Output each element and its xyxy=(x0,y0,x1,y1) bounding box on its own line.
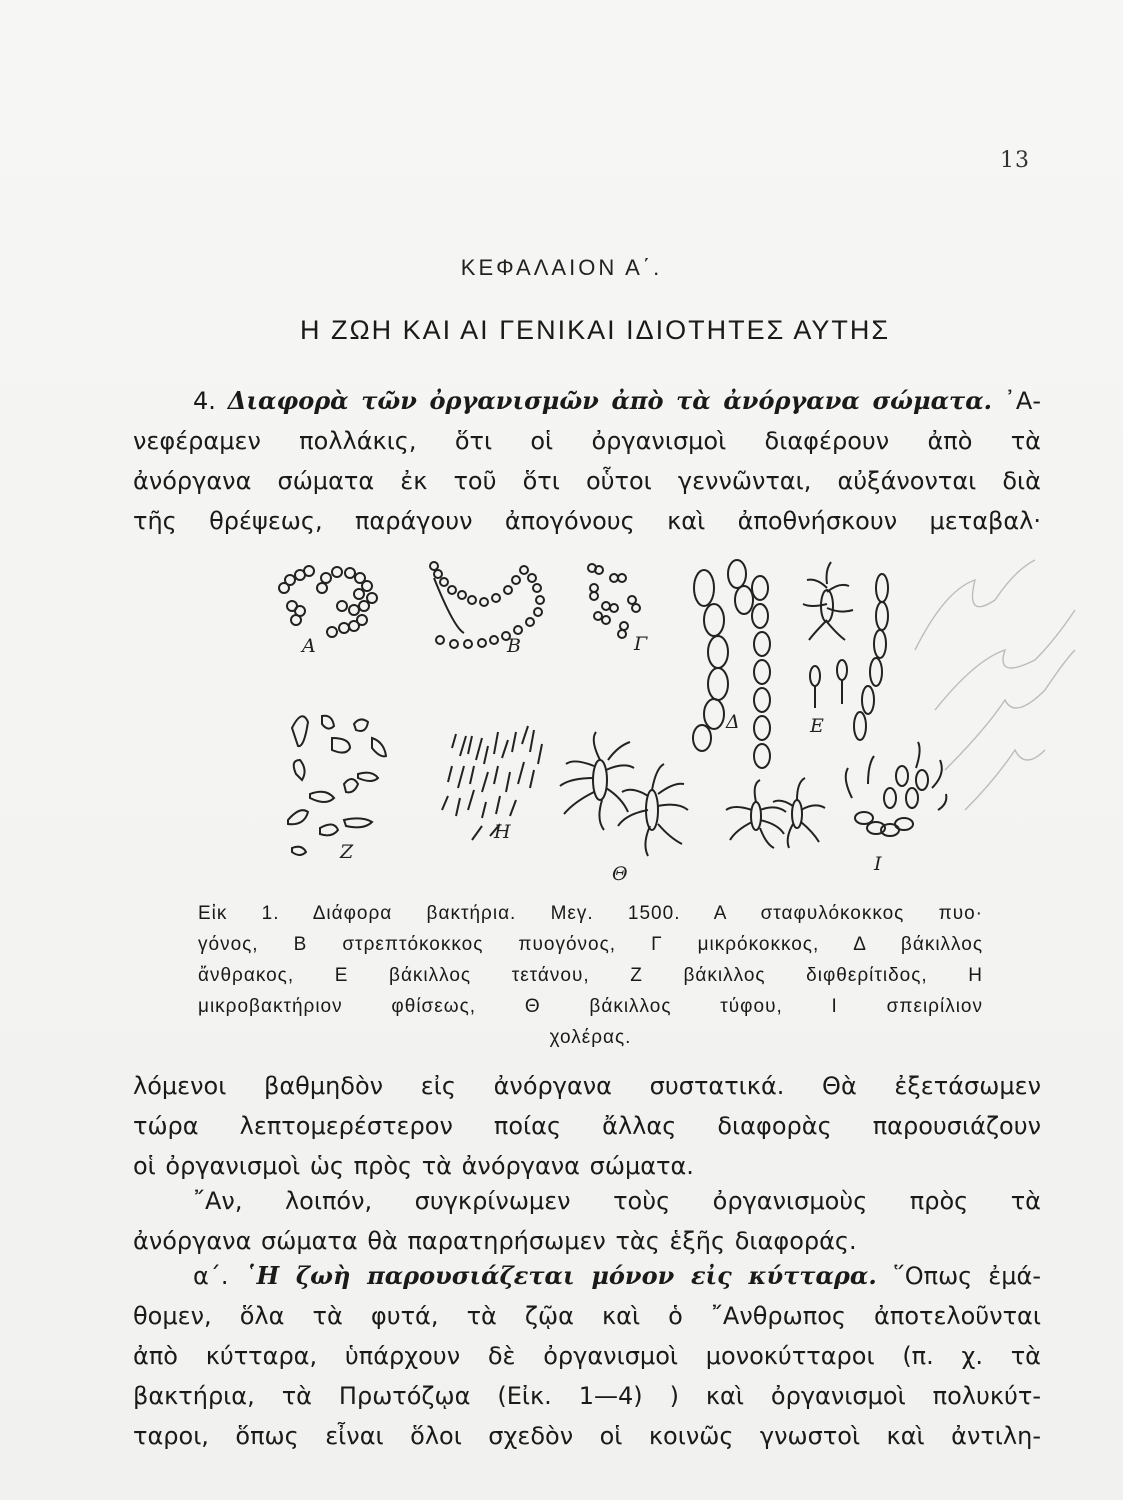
figure-label-z: Ζ xyxy=(340,841,354,863)
figure-label-g: Γ xyxy=(634,633,648,655)
anthrax-bacillus-drawing xyxy=(693,560,770,768)
paragraph-line xyxy=(133,381,1041,421)
section-number: 4. xyxy=(193,387,216,415)
staphylococcus-drawing xyxy=(279,566,377,637)
bacteria-figure xyxy=(262,548,1002,888)
figure-label-d: Δ xyxy=(726,711,740,733)
tetanus-bacillus-drawing xyxy=(803,562,888,740)
caption-line: μικροβακτήριον φθίσεως, Θ βάκιλλος τύφου, Ι σπειρίλιον xyxy=(198,996,983,1017)
figure-label-a: Α xyxy=(302,635,316,657)
caption-line: χολέρας. xyxy=(549,1027,632,1048)
streptococcus-drawing xyxy=(430,562,544,648)
paragraph-line xyxy=(133,1256,1041,1296)
figure-caption xyxy=(198,898,983,1053)
bacteria-illustration xyxy=(262,548,1002,888)
paragraph-line: βακτήρια, τὰ Πρωτόζῳα (Εἰκ. 1—4) ) καὶ ὀργανισμοὶ πολυκύτ- xyxy=(133,1382,1041,1410)
paragraph-line: ἀπὸ κύτταρα, ὑπάρχουν δὲ ὀργανισμοὶ μονοκύτταροι (π. χ. τὰ xyxy=(133,1342,1041,1370)
paragraph-line: λόμενοι βαθμηδὸν εἰς ἀνόργανα συστατικά. Θὰ ἐξετάσωμεν xyxy=(133,1072,1041,1100)
figure-label-h: Η xyxy=(494,821,511,843)
micrococcus-drawing xyxy=(588,564,640,638)
paragraph-line: νεφέραμεν πολλάκις, ὅτι οἱ ὀργανισμοὶ διαφέρουν ἀπὸ τὰ xyxy=(133,427,1041,455)
paragraph-line: τώρα λεπτομερέστερον ποίας ἄλλας διαφορὰς παρουσιάζουν xyxy=(133,1112,1041,1140)
chapter-title: Η ΖΩΗ ΚΑΙ ΑΙ ΓΕΝΙΚΑΙ ΙΔΙΟΤΗΤΕΣ ΑΥΤΗΣ xyxy=(299,315,891,345)
caption-line: γόνος, Β στρεπτόκοκκος πυογόνος, Γ μικρόκοκκος, Δ βάκιλλος xyxy=(198,934,983,955)
pencil-marks xyxy=(905,530,1095,830)
paragraph-section-4 xyxy=(133,381,1041,541)
paragraph-comparison xyxy=(133,1181,1041,1261)
paragraph-line: ἀνόργανα σώματα θὰ παρατηρήσωμεν τὰς ἑξῆς διαφοράς. xyxy=(133,1227,857,1255)
section-heading: Διαφορὰ τῶν ὀργανισμῶν ἀπὸ τὰ ἀνόργανα σώματα. xyxy=(227,386,993,415)
figure-label-th: Θ xyxy=(612,863,628,885)
figure-label-i: Ι xyxy=(874,853,882,875)
typhoid-bacillus-drawing xyxy=(560,732,825,856)
item-heading: ῾Η ζωὴ παρουσιάζεται μόνον εἰς κύτταρα. xyxy=(244,1261,877,1290)
caption-line: Εἰκ 1. Διάφορα βακτήρια. Μεγ. 1500. Α σταφυλόκοκκος πυο· xyxy=(198,903,983,924)
paragraph-continuation xyxy=(133,1066,1041,1186)
chapter-label: ΚΕΦΑΛΑΙΟΝ Α΄. xyxy=(460,255,663,280)
figure-label-b: Β xyxy=(507,635,521,657)
paragraph-line: οἱ ὀργανισμοὶ ὡς πρὸς τὰ ἀνόργανα σώματα. xyxy=(133,1152,694,1180)
item-marker: α΄. xyxy=(193,1262,229,1290)
caption-line: ἄνθρακος, Ε βάκιλλος τετάνου, Ζ βάκιλλος διφθερίτιδος, Η xyxy=(198,965,983,986)
paragraph-line: θομεν, ὅλα τὰ φυτά, τὰ ζῷα καὶ ὁ ῎Ανθρωπος ἀποτελοῦνται xyxy=(133,1302,1041,1330)
paragraph-cells xyxy=(133,1256,1041,1456)
line-continuation: ᾿Α- xyxy=(1003,387,1041,415)
line-continuation: ῞Οπως ἐμά- xyxy=(892,1262,1041,1290)
diphtheria-bacillus-drawing xyxy=(288,716,386,855)
paragraph-line: ῎Αν, λοιπόν, συγκρίνωμεν τοὺς ὀργανισμοὺς πρὸς τὰ xyxy=(193,1187,1041,1215)
paragraph-line: ταροι, ὅπως εἶναι ὅλοι σχεδὸν οἱ κοινῶς γνωστοὶ καὶ ἀντιλη- xyxy=(133,1422,1041,1450)
page-number: 13 xyxy=(1000,148,1030,173)
paragraph-line: ἀνόργανα σώματα ἐκ τοῦ ὅτι οὗτοι γεννῶνται, αὐξάνονται διὰ xyxy=(133,467,1041,495)
paragraph-line: τῆς θρέψεως, παράγουν ἀπογόνους καὶ ἀποθνήσκουν μεταβαλ· xyxy=(133,507,1041,535)
figure-label-e: Ε xyxy=(810,715,824,737)
tuberculosis-bacillus-drawing xyxy=(442,726,542,840)
